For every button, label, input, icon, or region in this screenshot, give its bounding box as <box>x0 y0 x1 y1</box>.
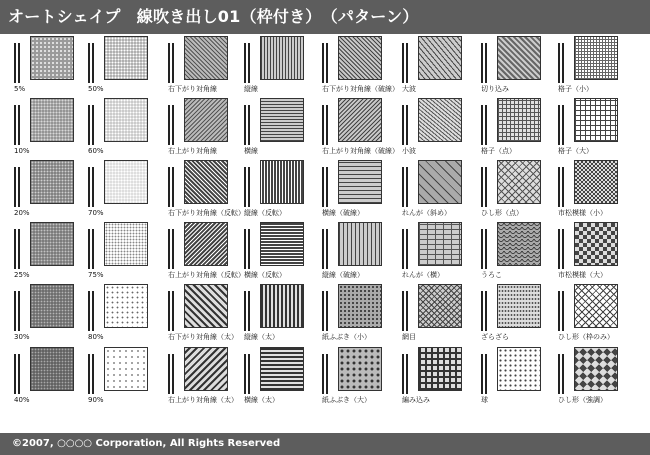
callout-line-icon <box>168 43 175 83</box>
pattern-lines-icon <box>260 160 304 204</box>
pattern-dashed-icon <box>338 284 382 328</box>
pattern-label: 紙ふぶき（小） <box>322 333 371 341</box>
pattern-label: 40% <box>14 396 30 404</box>
callout-cell <box>402 220 482 286</box>
callout-cell <box>244 96 324 162</box>
pattern-dots-icon <box>30 222 74 266</box>
pattern-label: 横線（反転） <box>244 271 286 279</box>
pattern-lines-icon <box>260 222 304 266</box>
callout-line-icon <box>168 167 175 207</box>
pattern-label: 市松模様（小） <box>558 209 607 217</box>
callout-cell <box>168 34 248 100</box>
callout-cell <box>322 96 402 162</box>
callout-line-icon <box>14 229 21 269</box>
callout-cell <box>481 158 561 224</box>
callout-cell <box>168 345 248 411</box>
pattern-texture-icon <box>497 160 541 204</box>
callout-line-icon <box>14 291 21 331</box>
callout-line-icon <box>322 354 329 394</box>
pattern-label: うろこ <box>481 271 502 279</box>
pattern-label: 60% <box>88 147 104 155</box>
callout-line-icon <box>14 354 21 394</box>
pattern-label: れんが（横） <box>402 271 444 279</box>
pattern-label: 縦線（破線） <box>322 271 364 279</box>
pattern-label: 75% <box>88 271 104 279</box>
callout-line-icon <box>244 291 251 331</box>
callout-line-icon <box>244 354 251 394</box>
pattern-label: ひし形（強調） <box>558 396 607 404</box>
callout-line-icon <box>481 354 488 394</box>
callout-cell <box>88 282 168 348</box>
callout-line-icon <box>481 291 488 331</box>
pattern-label: ざらざら <box>481 333 509 341</box>
pattern-label: 編み込み <box>402 396 430 404</box>
pattern-diagonal-icon <box>184 36 228 80</box>
pattern-dots-icon <box>104 222 148 266</box>
callout-cell <box>168 158 248 224</box>
pattern-dots-icon <box>30 160 74 204</box>
pattern-texture-icon <box>418 222 462 266</box>
pattern-label: 30% <box>14 333 30 341</box>
callout-cell <box>88 96 168 162</box>
pattern-dashed-icon <box>338 222 382 266</box>
pattern-label: 右上がり対角線（反転） <box>168 271 245 279</box>
callout-cell <box>244 282 324 348</box>
callout-line-icon <box>481 105 488 145</box>
pattern-texture-icon <box>418 98 462 142</box>
pattern-label: 市松模様（大） <box>558 271 607 279</box>
pattern-label: 横線（破線） <box>322 209 364 217</box>
callout-line-icon <box>168 354 175 394</box>
pattern-dots-icon <box>30 98 74 142</box>
callout-line-icon <box>481 229 488 269</box>
pattern-grid-icon <box>574 160 618 204</box>
callout-line-icon <box>168 229 175 269</box>
callout-line-icon <box>558 229 565 269</box>
callout-cell <box>558 220 638 286</box>
pattern-texture-icon <box>418 284 462 328</box>
callout-cell <box>481 220 561 286</box>
pattern-label: 大波 <box>402 85 416 93</box>
callout-line-icon <box>402 229 409 269</box>
callout-cell <box>558 158 638 224</box>
callout-cell <box>244 345 324 411</box>
callout-line-icon <box>558 43 565 83</box>
callout-line-icon <box>88 105 95 145</box>
pattern-dots-icon <box>104 36 148 80</box>
callout-line-icon <box>402 291 409 331</box>
callout-cell <box>402 96 482 162</box>
pattern-label: 80% <box>88 333 104 341</box>
pattern-diagonal-icon <box>184 98 228 142</box>
pattern-label: 右下がり対角線（太） <box>168 333 238 341</box>
pattern-dots-icon <box>104 347 148 391</box>
callout-line-icon <box>402 167 409 207</box>
callout-line-icon <box>168 291 175 331</box>
copyright-text: ©2007, ○○○○ Corporation, All Rights Reserved <box>12 438 281 449</box>
callout-line-icon <box>402 354 409 394</box>
callout-line-icon <box>558 105 565 145</box>
pattern-label: 20% <box>14 209 30 217</box>
callout-cell <box>402 34 482 100</box>
callout-line-icon <box>88 354 95 394</box>
pattern-label: 右下がり対角線（反転） <box>168 209 245 217</box>
callout-cell <box>402 282 482 348</box>
pattern-dashed-icon <box>338 160 382 204</box>
pattern-texture-icon <box>418 160 462 204</box>
callout-cell <box>558 282 638 348</box>
callout-cell <box>14 345 94 411</box>
pattern-label: 格子（小） <box>558 85 593 93</box>
callout-line-icon <box>402 105 409 145</box>
callout-cell <box>558 34 638 100</box>
callout-line-icon <box>322 291 329 331</box>
pattern-texture-icon <box>497 98 541 142</box>
pattern-label: 球 <box>481 396 488 404</box>
callout-line-icon <box>322 229 329 269</box>
callout-line-icon <box>558 291 565 331</box>
pattern-lines-icon <box>260 284 304 328</box>
pattern-label: 横線（太） <box>244 396 279 404</box>
callout-line-icon <box>14 105 21 145</box>
callout-cell <box>14 158 94 224</box>
callout-line-icon <box>481 43 488 83</box>
callout-cell <box>481 345 561 411</box>
callout-cell <box>168 96 248 162</box>
pattern-label: 右下がり対角線（破線） <box>322 85 399 93</box>
pattern-grid-icon <box>574 284 618 328</box>
pattern-label: 縦線（太） <box>244 333 279 341</box>
pattern-label: 紙ふぶき（大） <box>322 396 371 404</box>
pattern-label: 70% <box>88 209 104 217</box>
callout-cell <box>168 220 248 286</box>
pattern-diagonal-icon <box>184 160 228 204</box>
callout-cell <box>481 96 561 162</box>
callout-line-icon <box>322 105 329 145</box>
callout-line-icon <box>14 167 21 207</box>
pattern-label: 格子（大） <box>558 147 593 155</box>
pattern-label: 25% <box>14 271 30 279</box>
pattern-label: 右上がり対角線（破線） <box>322 147 399 155</box>
pattern-dashed-icon <box>338 347 382 391</box>
pattern-dashed-icon <box>338 98 382 142</box>
pattern-label: 右上がり対角線（太） <box>168 396 238 404</box>
callout-cell <box>14 282 94 348</box>
callout-line-icon <box>244 105 251 145</box>
pattern-label: 右上がり対角線 <box>168 147 217 155</box>
callout-cell <box>402 345 482 411</box>
pattern-diagonal-icon <box>184 347 228 391</box>
callout-cell <box>481 34 561 100</box>
pattern-dots-icon <box>30 36 74 80</box>
pattern-texture-icon <box>418 36 462 80</box>
pattern-label: 小波 <box>402 147 416 155</box>
pattern-grid-icon <box>574 36 618 80</box>
callout-line-icon <box>168 105 175 145</box>
pattern-label: 切り込み <box>481 85 509 93</box>
callout-cell <box>244 158 324 224</box>
callout-cell <box>402 158 482 224</box>
pattern-texture-icon <box>497 222 541 266</box>
callout-line-icon <box>88 229 95 269</box>
callout-cell <box>322 34 402 100</box>
pattern-diagonal-icon <box>184 222 228 266</box>
pattern-dots-icon <box>104 160 148 204</box>
pattern-label: 網目 <box>402 333 416 341</box>
pattern-texture-icon <box>497 36 541 80</box>
pattern-grid-icon <box>574 222 618 266</box>
callout-cell <box>322 345 402 411</box>
pattern-texture-icon <box>418 347 462 391</box>
callout-cell <box>322 282 402 348</box>
callout-cell <box>88 158 168 224</box>
callout-cell <box>558 345 638 411</box>
pattern-dots-icon <box>104 284 148 328</box>
callout-cell <box>244 34 324 100</box>
callout-line-icon <box>558 354 565 394</box>
callout-line-icon <box>244 229 251 269</box>
pattern-label: 右下がり対角線 <box>168 85 217 93</box>
callout-cell <box>88 220 168 286</box>
callout-line-icon <box>88 167 95 207</box>
callout-line-icon <box>14 43 21 83</box>
pattern-grid-icon <box>574 98 618 142</box>
pattern-label: 5% <box>14 85 26 93</box>
callout-line-icon <box>88 291 95 331</box>
footer-bar <box>0 433 650 455</box>
pattern-label: 90% <box>88 396 104 404</box>
callout-cell <box>14 34 94 100</box>
callout-cell <box>244 220 324 286</box>
pattern-label: 格子（点） <box>481 147 516 155</box>
pattern-dashed-icon <box>338 36 382 80</box>
pattern-lines-icon <box>260 347 304 391</box>
callout-line-icon <box>322 43 329 83</box>
callout-cell <box>322 220 402 286</box>
callout-line-icon <box>244 167 251 207</box>
pattern-lines-icon <box>260 36 304 80</box>
pattern-label: 縦線（反転） <box>244 209 286 217</box>
pattern-label: 50% <box>88 85 104 93</box>
callout-cell <box>88 34 168 100</box>
callout-line-icon <box>402 43 409 83</box>
callout-cell <box>558 96 638 162</box>
pattern-dots-icon <box>104 98 148 142</box>
callout-line-icon <box>244 43 251 83</box>
page-title: オートシェイプ 線吹き出し01（枠付き） （パターン） <box>8 7 419 26</box>
pattern-label: 縦線 <box>244 85 258 93</box>
pattern-grid <box>0 34 650 433</box>
pattern-grid-icon <box>574 347 618 391</box>
header-bar <box>0 0 650 34</box>
callout-line-icon <box>88 43 95 83</box>
pattern-texture-icon <box>497 347 541 391</box>
callout-cell <box>88 345 168 411</box>
pattern-diagonal-icon <box>184 284 228 328</box>
pattern-texture-icon <box>497 284 541 328</box>
pattern-label: 10% <box>14 147 30 155</box>
pattern-label: 横線 <box>244 147 258 155</box>
pattern-lines-icon <box>260 98 304 142</box>
callout-cell <box>14 96 94 162</box>
callout-cell <box>481 282 561 348</box>
pattern-label: ひし形（枠のみ） <box>558 333 614 341</box>
callout-line-icon <box>558 167 565 207</box>
callout-cell <box>168 282 248 348</box>
callout-line-icon <box>481 167 488 207</box>
pattern-dots-icon <box>30 284 74 328</box>
callout-cell <box>14 220 94 286</box>
callout-line-icon <box>322 167 329 207</box>
pattern-label: れんが（斜め） <box>402 209 451 217</box>
callout-cell <box>322 158 402 224</box>
pattern-dots-icon <box>30 347 74 391</box>
pattern-label: ひし形（点） <box>481 209 523 217</box>
